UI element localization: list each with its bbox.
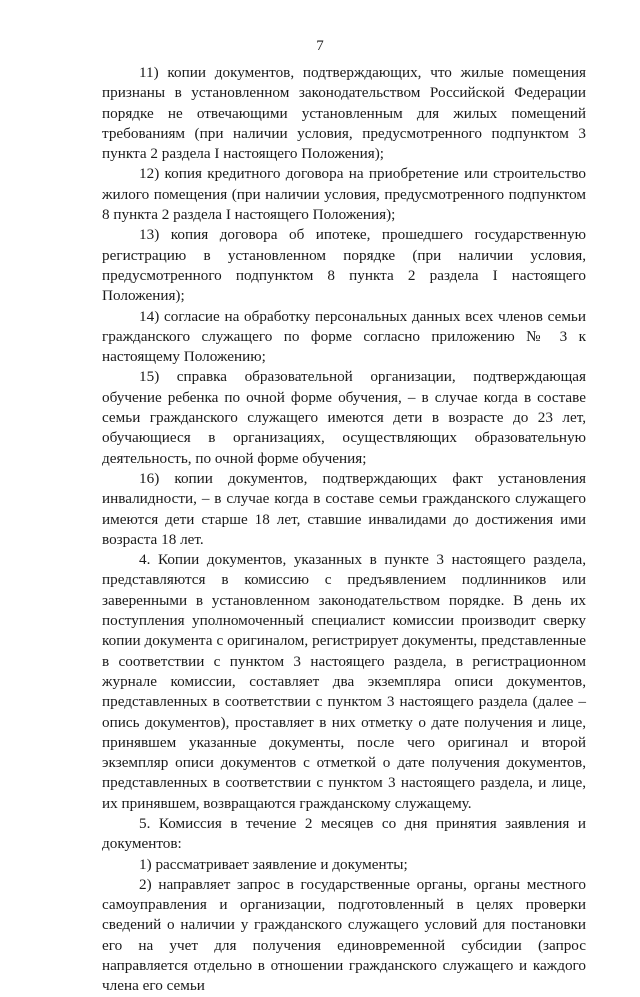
document-body — [102, 63, 586, 997]
paragraph-section-4: 4. Копии документов, указанных в пункте 3 настоящего раздела, представляются в комиссию с предъявлением подлинников или заверенными в установленном законодательством порядке. В день их поступления уполномоченный специалист комиссии производит сверку копии документа с оригиналом, регистрирует документы, представленные в соответствии с пунктом 3 настоящего раздела, в регистрационном журнале комиссии, составляет два экземпляра описи документов, представленных в соответствии с пунктом 3 настоящего раздела (далее – опись документов), проставляет в них отметку о дате получения и лице, принявшем указанные документы, после чего оригинал и второй экземпляр описи документов с отметкой о дате получения документов, представленных в соответствии с пунктом 3 настоящего раздела, и лице, их принявшем, возвращаются гражданскому служащему. — [102, 551, 586, 812]
paragraph-item-12: 12) копия кредитного договора на приобретение или строительство жилого помещения (при наличии условия, предусмотренного подпунктом 8 пункта 2 раздела I настоящего Положения); — [102, 165, 586, 224]
paragraph-subitem-1: 1) рассматривает заявление и документы; — [139, 855, 408, 873]
paragraph-item-14: 14) согласие на обработку персональных данных всех членов семьи гражданского служащего по форме согласно приложению № 3 к настоящему Положению; — [102, 307, 586, 366]
paragraph-item-16: 16) копии документов, подтверждающих факт установления инвалидности, – в случае когда в составе семьи гражданского служащего имеются дети старше 18 лет, ставшие инвалидами до достижения ими возраста 18 лет. — [102, 469, 586, 548]
paragraph-item-13: 13) копия договора об ипотеке, прошедшего государственную регистрацию в установленном порядке (при наличии условия, предусмотренного подпунктом 8 пункта 2 раздела I настоящего Положения); — [102, 226, 586, 305]
paragraph-subitem-2: 2) направляет запрос в государственные органы, органы местного самоуправления и организации, подготовленный в целях проверки сведений о наличии у гражданского служащего условий для постановки его на учет для получения единовременной субсидии (запрос направляется отдельно в отношении гражданского служащего и каждого члена его семьи — [102, 875, 586, 995]
page-number: 7 — [316, 38, 324, 54]
paragraph-section-5: 5. Комиссия в течение 2 месяцев со дня принятия заявления и документов: — [102, 814, 586, 853]
paragraph-item-15: 15) справка образовательной организации, подтверждающая обучение ребенка по очной форме обучения, – в случае когда в составе семьи гражданского служащего имеются дети в возрасте до 23 лет, обучающиеся в организациях, осуществляющих образовательную деятельность, по очной форме обучения; — [102, 368, 586, 467]
paragraph-item-11: 11) копии документов, подтверждающих, что жилые помещения признаны в установленном законодательством Российской Федерации порядке не отвечающими установленным для жилых помещений требованиям (при наличии условия, предусмотренного подпунктом 3 пункта 2 раздела I настоящего Положения); — [102, 64, 586, 163]
